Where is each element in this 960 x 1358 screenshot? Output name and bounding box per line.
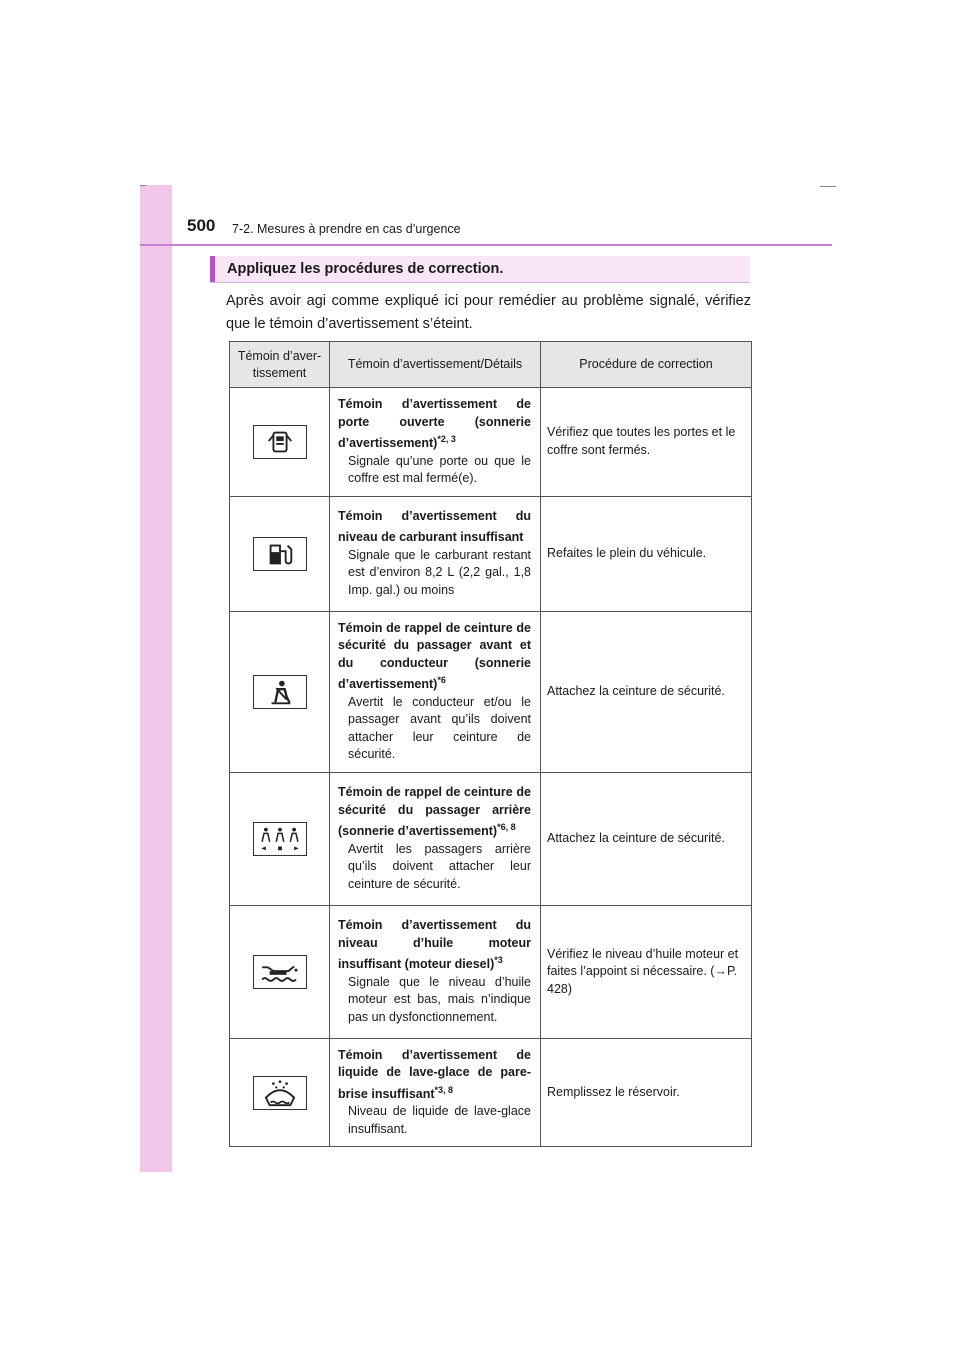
footnote-ref: *6 [437,675,446,686]
corner-mark [140,185,146,186]
warning-detail: Signale qu’une porte ou que le coffre est mal fermé(e). [348,453,531,486]
column-header: Témoin d’aver-tissement [230,342,330,388]
section-title: 7-2. Mesures à prendre en cas d’urgence [232,222,461,236]
procedure-heading: Appliquez les procédures de correction. [210,256,750,282]
fuel-pump-icon [253,537,307,571]
table-row [230,388,752,497]
warning-table [229,341,752,1147]
oil-level-icon [253,955,307,989]
seatbelt-icon [253,675,307,709]
intro-paragraph: Après avoir agi comme expliqué ici pour remédier au problème signalé, vérifiez que le témoin d’avertissement s’éteint. [226,293,751,332]
table-header-row [230,342,752,388]
warning-detail: Signale que le carburant restant est d’environ 8,2 L (2,2 gal., 1,8 Imp. gal.) ou moins [348,547,531,597]
warning-title: Témoin d’avertissement du niveau d’huile moteur insuffisant (moteur diesel) [338,918,531,972]
table-row [230,611,752,772]
warning-title: Témoin d’avertissement de porte ouverte (sonnerie d’avertissement) [338,397,531,451]
column-header: Procédure de correction [541,342,752,388]
warning-detail: Avertit le conducteur et/ou le passager avant qu’ils doivent attacher leur ceinture de sécurité. [348,694,531,762]
table-row [230,496,752,611]
side-tab [140,185,172,1172]
door-open-icon [253,425,307,459]
warning-title: Témoin d’avertissement de liquide de lave-glace de pare-brise insuffisant [338,1047,531,1101]
footnote-ref: *2, 3 [437,434,456,444]
corner-mark [820,186,836,187]
heading-underline [210,282,750,283]
warning-detail: Avertit les passagers arrière qu’ils doivent attacher leur ceinture de sécurité. [348,841,531,891]
header-rule [140,244,832,246]
footnote-ref: *6, 8 [497,822,516,833]
table-row [230,905,752,1038]
correction-procedure: Attachez la ceinture de sécurité. [541,611,752,772]
column-header: Témoin d’avertissement/Détails [330,342,541,388]
footnote-ref: *3, 8 [434,1084,454,1095]
correction-procedure: Remplissez le réservoir. [541,1038,752,1147]
rear-seatbelt-icon [253,822,307,856]
footnote-ref: *3 [494,955,503,966]
correction-procedure: Vérifiez que toutes les portes et le coffre sont fermés. [541,388,752,497]
warning-title: Témoin de rappel de ceinture de sécurité du passager arrière (sonnerie d’avertissement) [338,785,531,839]
table-row [230,1038,752,1147]
warning-detail: Niveau de liquide de lave-glace insuffisant. [348,1104,531,1136]
warning-title: Témoin d’avertissement du niveau de carburant insuffisant [338,508,531,545]
washer-fluid-icon [253,1076,307,1110]
warning-detail: Signale que le niveau d’huile moteur est bas, mais n’indique pas un dysfonctionnement. [348,974,531,1024]
correction-procedure: Vérifiez le niveau d’huile moteur et faites l’appoint si nécessaire. (→P. 428) [541,905,752,1038]
correction-procedure: Refaites le plein du véhicule. [541,496,752,611]
correction-procedure: Attachez la ceinture de sécurité. [541,772,752,905]
table-row [230,772,752,905]
page-number: 500 [187,216,216,235]
warning-title: Témoin de rappel de ceinture de sécurité du passager avant et du conducteur (sonnerie d’avertissement) [338,620,531,692]
